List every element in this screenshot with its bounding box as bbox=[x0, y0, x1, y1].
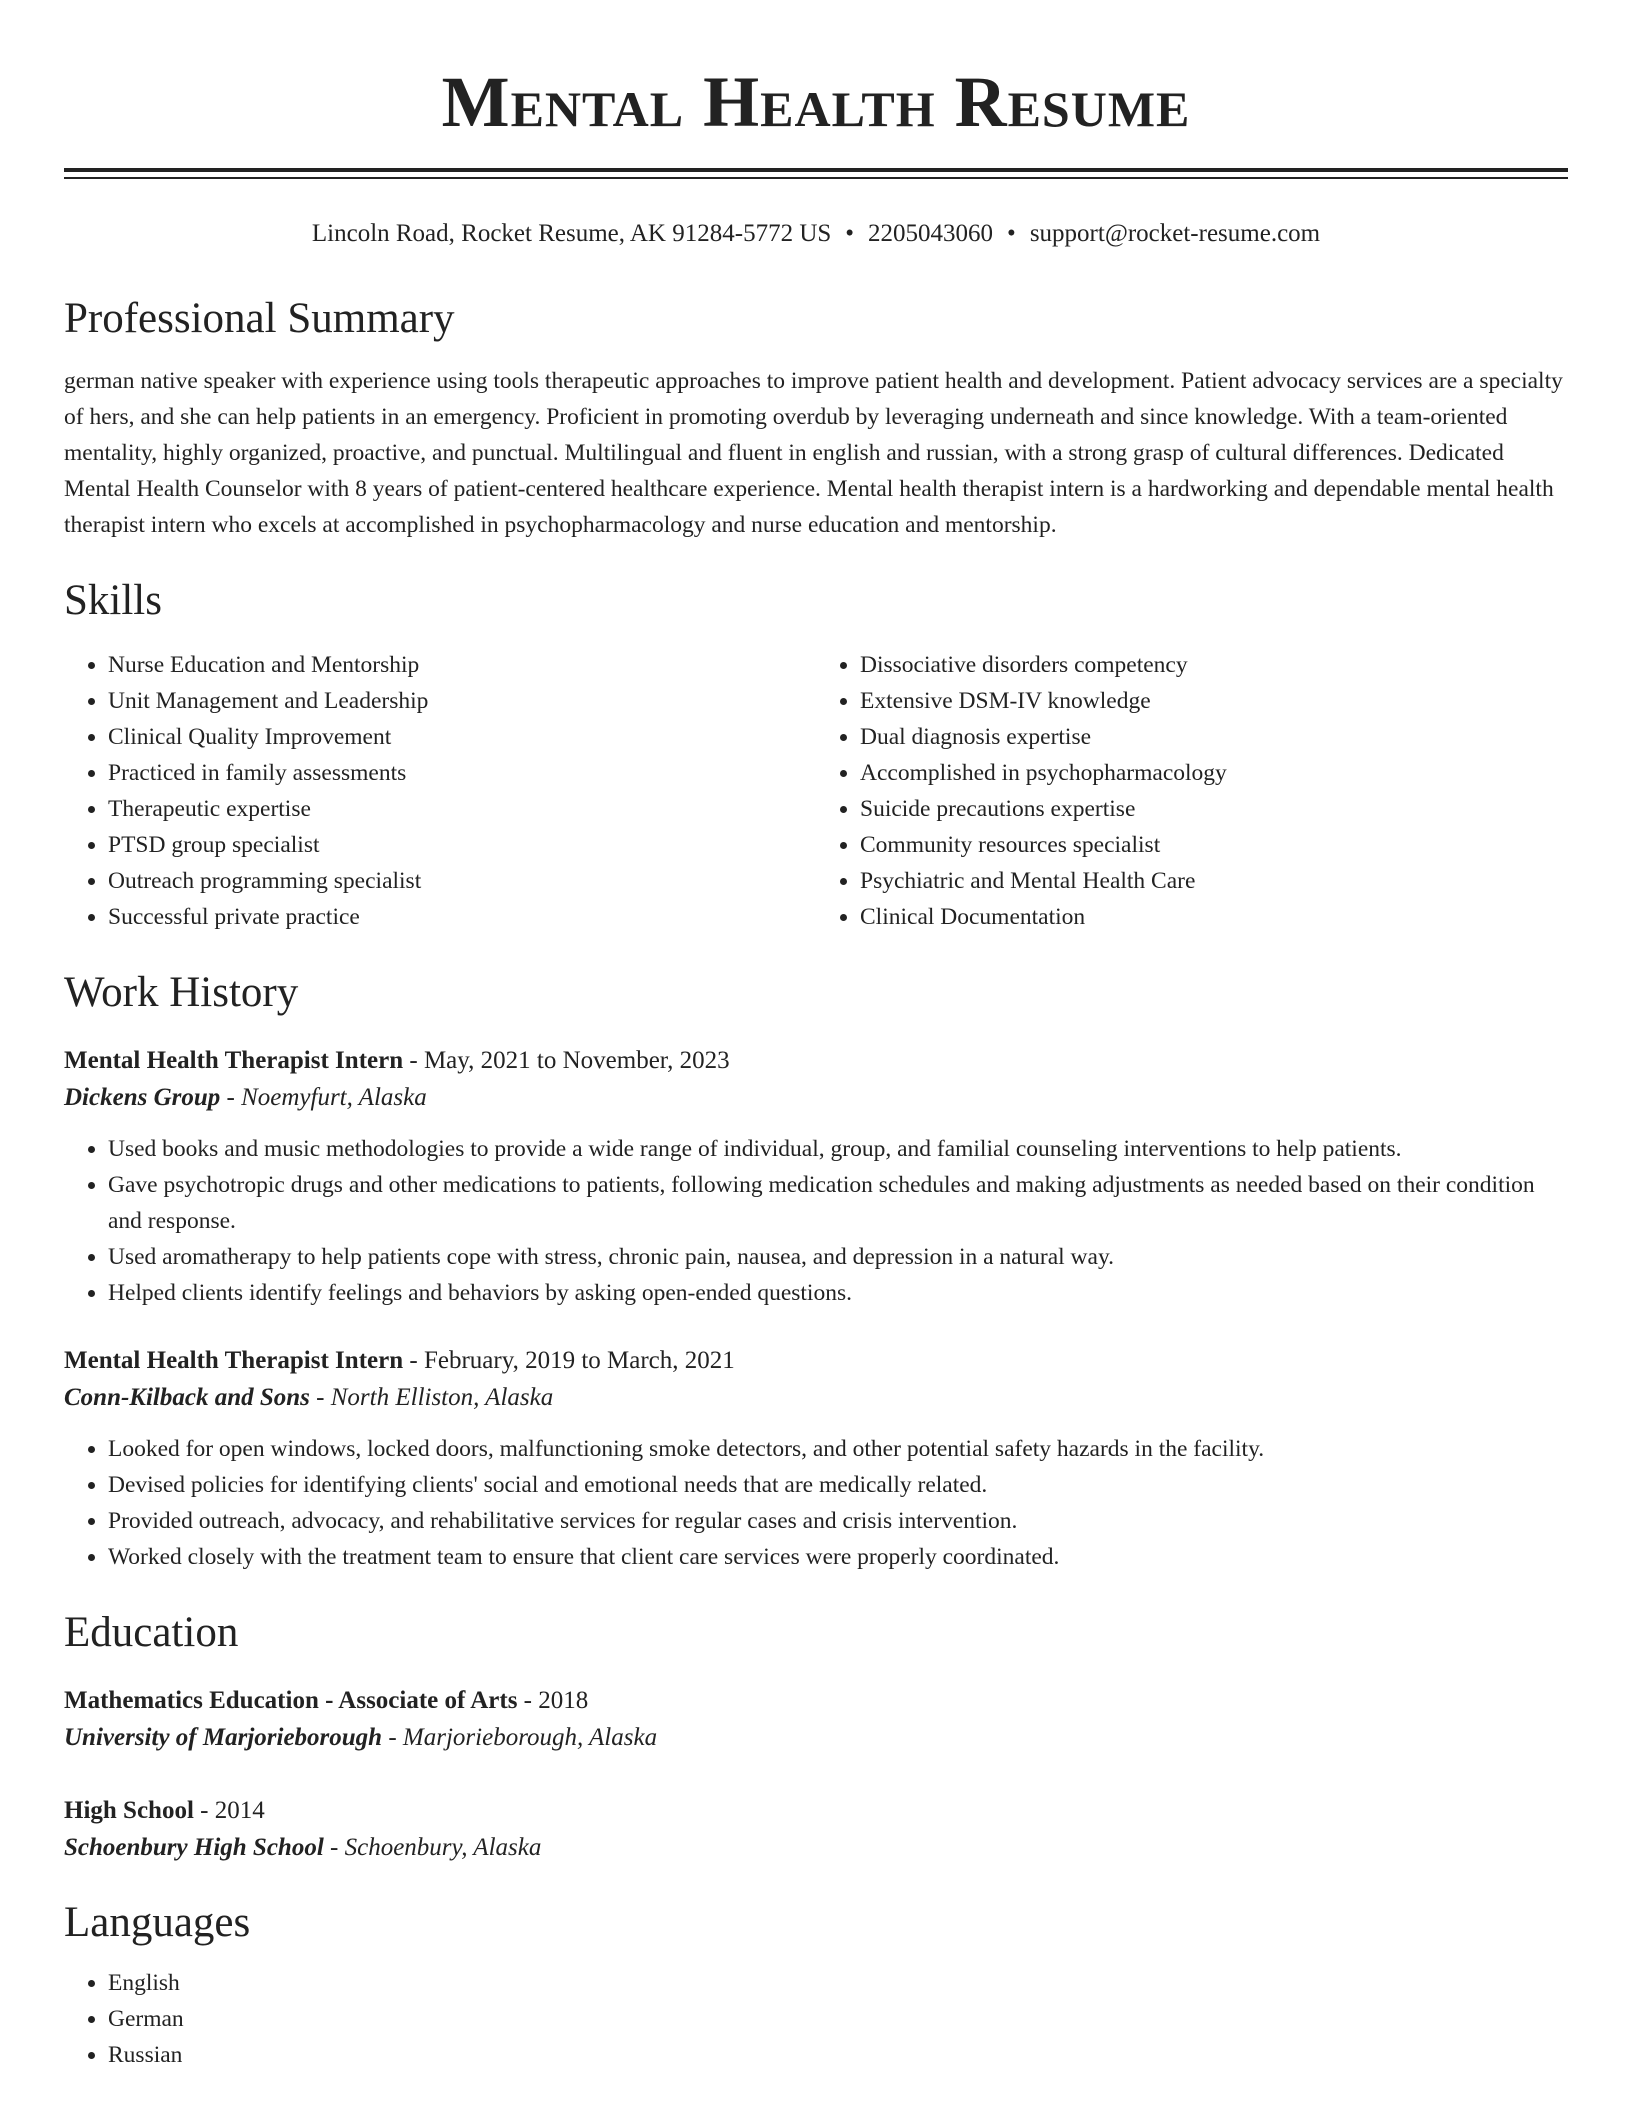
language-item: • English bbox=[108, 1965, 1568, 2001]
skill-item: • Therapeutic expertise bbox=[108, 791, 816, 827]
skill-item: • Clinical Documentation bbox=[860, 899, 1568, 935]
job-bullet: • Looked for open windows, locked doors, malfunctioning smoke detectors, and other potential safety hazards in the facility. bbox=[108, 1431, 1568, 1467]
job-bullet: • Helped clients identify feelings and behaviors by asking open-ended questions. bbox=[108, 1275, 1568, 1311]
skill-item: • Successful private practice bbox=[108, 899, 816, 935]
job-bullet: • Used books and music methodologies to provide a wide range of individual, group, and familial counseling interventions to help patients. bbox=[108, 1131, 1568, 1167]
job-dates: - May, 2021 to November, 2023 bbox=[403, 1047, 730, 1074]
skills-columns bbox=[64, 647, 1568, 935]
skill-item: • Dual diagnosis expertise bbox=[860, 719, 1568, 755]
job-title: Mental Health Therapist Intern bbox=[64, 1347, 404, 1374]
languages-heading: Languages bbox=[64, 1899, 251, 1946]
job-bullets bbox=[64, 1131, 1568, 1311]
contact-email: support@rocket-resume.com bbox=[1029, 220, 1321, 247]
skills-list-left bbox=[64, 647, 816, 935]
language-item: • Russian bbox=[108, 2037, 1568, 2073]
skills-heading: Skills bbox=[64, 577, 162, 624]
degree-line bbox=[64, 1793, 1568, 1829]
contact-separator: • bbox=[845, 220, 855, 247]
degree-name: Mathematics Education - Associate of Arts bbox=[64, 1687, 518, 1714]
skill-item: • Accomplished in psychopharmacology bbox=[860, 755, 1568, 791]
job-title-line bbox=[64, 1343, 1568, 1379]
job-entry bbox=[64, 1343, 1568, 1575]
skill-item: • Psychiatric and Mental Health Care bbox=[860, 863, 1568, 899]
languages-list bbox=[64, 1965, 1568, 2073]
job-bullet: • Used aromatherapy to help patients cope with stress, chronic pain, nausea, and depression in a natural way. bbox=[108, 1239, 1568, 1275]
title-divider-thin bbox=[64, 177, 1568, 179]
company-line bbox=[64, 1079, 1568, 1117]
job-title-line bbox=[64, 1043, 1568, 1079]
education-entry bbox=[64, 1793, 1568, 1867]
resume-title: Mental Health Resume bbox=[441, 62, 1191, 142]
contact-phone: 2205043060 bbox=[868, 220, 994, 247]
skill-item: • PTSD group specialist bbox=[108, 827, 816, 863]
summary-text: german native speaker with experience using tools therapeutic approaches to improve patient health and development. Patient advocacy services are a specialty of hers, and she can help patients in an emergency. Proficient in promoting overdub by leveraging underneath and since knowledge. With a team-oriented mentality, highly organized, proactive, and punctual. Multilingual and fluent in english and russian, with a strong grasp of cultural differences. Dedicated Mental Health Counselor with 8 years of patient-centered healthcare experience. Mental health therapist intern is a hardworking and dependable mental health therapist intern who excels at accomplished in psychopharmacology and nurse education and mentorship. bbox=[64, 368, 1563, 538]
summary-heading: Professional Summary bbox=[64, 295, 455, 342]
job-bullet: • Devised policies for identifying clients' social and emotional needs that are medically related. bbox=[108, 1467, 1568, 1503]
education-heading: Education bbox=[64, 1609, 239, 1656]
job-entry bbox=[64, 1043, 1568, 1311]
contact-separator: • bbox=[1007, 220, 1016, 247]
school-line bbox=[64, 1829, 1568, 1867]
school-name: University of Marjorieborough bbox=[64, 1724, 383, 1751]
degree-year: - 2018 bbox=[517, 1687, 589, 1714]
skill-item: • Suicide precautions expertise bbox=[860, 791, 1568, 827]
skill-item: • Unit Management and Leadership bbox=[108, 683, 816, 719]
contact-address: Lincoln Road, Rocket Resume, AK 91284-5772 US bbox=[311, 220, 832, 247]
skill-item: • Dissociative disorders competency bbox=[860, 647, 1568, 683]
language-item: • German bbox=[108, 2001, 1568, 2037]
skill-item: • Extensive DSM-IV knowledge bbox=[860, 683, 1568, 719]
degree-name: High School bbox=[64, 1797, 194, 1824]
school-line bbox=[64, 1719, 1568, 1757]
company-location: - Noemyfurt, Alaska bbox=[220, 1084, 427, 1111]
company-name: Dickens Group bbox=[64, 1084, 221, 1111]
job-bullet: • Provided outreach, advocacy, and rehabilitative services for regular cases and crisis intervention. bbox=[108, 1503, 1568, 1539]
title-divider-thick bbox=[64, 168, 1568, 172]
school-location: - Marjorieborough, Alaska bbox=[382, 1724, 658, 1751]
company-location: - North Elliston, Alaska bbox=[309, 1384, 554, 1411]
degree-line bbox=[64, 1683, 1568, 1719]
work-history-heading: Work History bbox=[64, 969, 299, 1016]
school-location: - Schoenbury, Alaska bbox=[323, 1834, 542, 1861]
skill-item: • Outreach programming specialist bbox=[108, 863, 816, 899]
skill-item: • Practiced in family assessments bbox=[108, 755, 816, 791]
skill-item: • Community resources specialist bbox=[860, 827, 1568, 863]
skill-item: • Nurse Education and Mentorship bbox=[108, 647, 816, 683]
company-line bbox=[64, 1379, 1568, 1417]
education-entry bbox=[64, 1683, 1568, 1757]
job-bullet: • Gave psychotropic drugs and other medications to patients, following medication schedules and making adjustments as needed based on their condition and response. bbox=[108, 1167, 1568, 1239]
job-bullets bbox=[64, 1431, 1568, 1575]
degree-year: - 2014 bbox=[193, 1797, 265, 1824]
job-title: Mental Health Therapist Intern bbox=[64, 1047, 404, 1074]
contact-line bbox=[64, 217, 1568, 251]
skill-item: • Clinical Quality Improvement bbox=[108, 719, 816, 755]
skills-list-right bbox=[816, 647, 1568, 935]
job-bullet: • Worked closely with the treatment team to ensure that client care services were properly coordinated. bbox=[108, 1539, 1568, 1575]
company-name: Conn-Kilback and Sons bbox=[64, 1384, 310, 1411]
school-name: Schoenbury High School bbox=[64, 1834, 324, 1861]
job-dates: - February, 2019 to March, 2021 bbox=[403, 1347, 735, 1374]
